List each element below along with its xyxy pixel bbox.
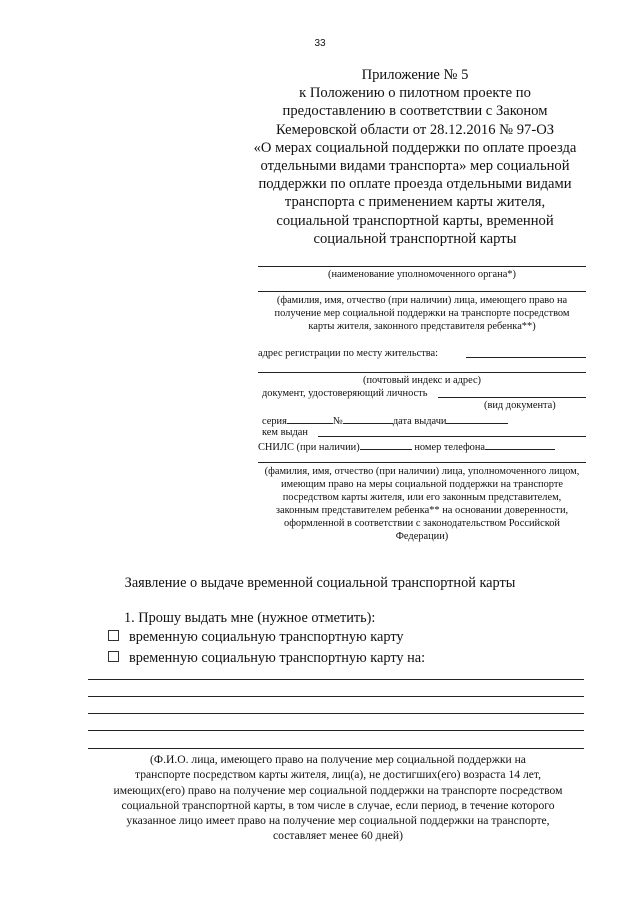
- footnote-line: указанное лицо имеет право на получение мер социальной поддержки на транспорте,: [126, 814, 550, 828]
- item-1: 1. Прошу выдать мне (нужное отметить):: [124, 610, 376, 626]
- appendix-line: предоставлению в соответствии с Законом: [282, 103, 548, 120]
- authority-field[interactable]: [258, 266, 586, 267]
- appendix-line: социальной транспортной карты: [313, 230, 517, 247]
- appendix-line: отдельными видами транспорта» мер социальной: [260, 158, 570, 175]
- option-temporary-card-for[interactable]: [108, 650, 425, 667]
- postal-caption: (почтовый индекс и адрес): [362, 375, 482, 386]
- address-field[interactable]: [466, 357, 586, 358]
- applicant-caption-line: карты жителя, законного представителя ребенка**): [308, 321, 536, 332]
- applicant-caption: [258, 294, 586, 333]
- representative-caption-line: имеющим право на меры социальной поддержки на транспорте: [280, 479, 564, 490]
- snils-row: [258, 439, 555, 454]
- option-temporary-card[interactable]: [108, 629, 404, 646]
- series-field[interactable]: [287, 413, 333, 424]
- beneficiary-field-line[interactable]: [88, 679, 584, 680]
- doc-type-caption: (вид документа): [484, 400, 556, 411]
- authority-caption: (наименование уполномоченного органа*): [328, 269, 516, 280]
- issued-by-field[interactable]: [318, 436, 586, 437]
- representative-caption-line: Федерации): [395, 531, 449, 542]
- issue-date-label: дата выдачи: [392, 416, 447, 427]
- representative-caption-line: (фамилия, имя, отчество (при наличии) лица, уполномоченного лицом,: [264, 466, 580, 477]
- beneficiary-field-line[interactable]: [88, 713, 584, 714]
- appendix-line: транспорта с применением карты жителя,: [284, 194, 546, 211]
- applicant-caption-line: получение мер социальной поддержки на транспорте посредством: [274, 308, 570, 319]
- issue-date-field[interactable]: [446, 413, 508, 424]
- appendix-line: Приложение № 5: [361, 67, 469, 83]
- footnote-line: составляет менее 60 дней): [273, 829, 403, 843]
- beneficiary-field-line[interactable]: [88, 730, 584, 731]
- appendix-line: «О мерах социальной поддержки по оплате проезда: [253, 139, 577, 156]
- beneficiary-field-line[interactable]: [88, 696, 584, 697]
- beneficiary-caption: [88, 752, 588, 844]
- applicant-name-field[interactable]: [258, 291, 586, 292]
- id-document-label: документ, удостоверяющий личность: [262, 388, 428, 399]
- representative-caption: [252, 465, 592, 543]
- number-label: №: [332, 416, 343, 427]
- representative-caption-line: оформленной в соответствии с законодательством Российской: [284, 518, 560, 529]
- snils-label: СНИЛС (при наличии): [258, 442, 360, 453]
- issued-by-label: кем выдан: [262, 427, 308, 438]
- representative-field[interactable]: [258, 462, 586, 463]
- representative-caption-line: законным представителем ребенка** на основании доверенности,: [275, 505, 569, 516]
- appendix-line: поддержки по оплате проезда отдельными видами: [258, 176, 572, 193]
- checkbox-icon[interactable]: [108, 651, 119, 662]
- phone-field[interactable]: [485, 439, 555, 450]
- appendix-header: [240, 66, 590, 248]
- applicant-caption-line: (фамилия, имя, отчество (при наличии) лица, имеющего право на: [276, 295, 568, 306]
- address-field-line2[interactable]: [258, 372, 586, 373]
- footnote-line: социальной транспортной карты, в том числе в случае, если период, в течение которого: [121, 798, 555, 812]
- id-document-field[interactable]: [438, 397, 586, 398]
- application-title: Заявление о выдаче временной социальной транспортной карты: [124, 575, 516, 591]
- appendix-line: к Положению о пилотном проекте по: [299, 85, 531, 102]
- appendix-line: социальной транспортной карты, временной: [276, 212, 554, 229]
- checkbox-icon[interactable]: [108, 630, 119, 641]
- beneficiary-field-line[interactable]: [88, 748, 584, 749]
- footnote-line: имеющих(его) право на получение мер социальной поддержки на транспорте посредством: [113, 783, 563, 797]
- phone-label: номер телефона: [414, 442, 486, 453]
- snils-field[interactable]: [360, 439, 412, 450]
- footnote-line: транспорте посредством карты жителя, лиц(а), не достигших(его) возраста 14 лет,: [135, 768, 541, 782]
- number-field[interactable]: [343, 413, 393, 424]
- representative-caption-line: посредством карты жителя, или его законным представителем,: [282, 492, 562, 503]
- page-number: 33: [314, 38, 326, 49]
- option-label: временную социальную транспортную карту: [129, 629, 404, 645]
- appendix-line: Кемеровской области от 28.12.2016 № 97-ОЗ: [275, 121, 555, 138]
- series-label: серия: [262, 416, 287, 427]
- footnote-line: (Ф.И.О. лица, имеющего право на получение мер социальной поддержки на: [150, 753, 526, 766]
- address-label: адрес регистрации по месту жительства:: [258, 348, 439, 359]
- option-label: временную социальную транспортную карту на:: [129, 650, 426, 666]
